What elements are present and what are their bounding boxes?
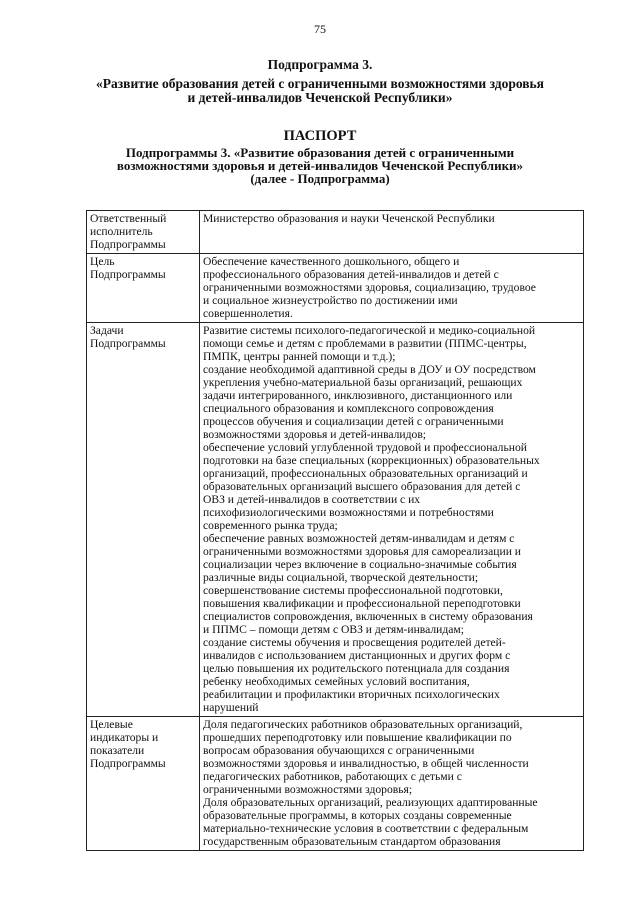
table-row xyxy=(87,323,584,717)
table-row xyxy=(87,254,584,323)
row-value-line: возможностями здоровья и детей-инвалидов; xyxy=(203,428,427,441)
row-value-line: образовательных организаций высшего образования для детей с xyxy=(203,480,521,493)
row-value-line: укрепления учебно-материальной базы организаций, решающих xyxy=(203,376,523,389)
passport-table-body xyxy=(87,211,584,851)
row-label-line: показатели xyxy=(90,744,145,757)
row-value-line: Министерство образования и науки Чеченской Республики xyxy=(203,212,495,225)
subprogram-name-line-1: «Развитие образования детей с ограниченными возможностями здоровья xyxy=(96,76,544,91)
row-value-line: реабилитации и профилактики вторичных психологических xyxy=(203,688,500,701)
row-label-line: Ответственный xyxy=(90,212,167,225)
row-label-cell xyxy=(87,323,200,717)
row-value-line: нарушений xyxy=(203,701,259,714)
row-value-line: подготовки на базе специальных (коррекционных) образовательных xyxy=(203,454,540,467)
row-value-line: вопросам образования обучающихся с ограниченными xyxy=(203,744,475,757)
subprogram-heading xyxy=(40,58,600,105)
row-value-cell xyxy=(200,717,584,851)
row-value-line: и социальное жизнеустройство по достижении ими xyxy=(203,294,458,307)
row-value-line: процессов обучения и социализации детей с ограниченными xyxy=(203,415,504,428)
row-value-line: целью повышения их родительского потенциала для создания xyxy=(203,662,510,675)
row-value-line: Доля педагогических работников образовательных организаций, xyxy=(203,718,523,731)
row-value-line: ребенку необходимых семейных условий воспитания, xyxy=(203,675,470,688)
row-value-line: Доля образовательных организаций, реализующих адаптированные xyxy=(203,796,538,809)
row-value-line: специалистов сопровождения, включенных в систему образования xyxy=(203,610,533,623)
row-value-line: прошедших переподготовку или повышение квалификации по xyxy=(203,731,512,744)
row-value-line: современного рынка труда; xyxy=(203,519,338,532)
row-label-line: индикаторы и xyxy=(90,731,159,744)
row-value-line: организаций, профессиональных образовательных организаций и xyxy=(203,467,528,480)
row-label-line: Цель xyxy=(90,255,115,268)
passport-subtitle-line: (далее - Подпрограмма) xyxy=(250,171,390,186)
row-value-line: материально-технические условия в соответствии с федеральным xyxy=(203,822,529,835)
passport-subtitle-line: Подпрограммы 3. «Развитие образования детей с ограниченными xyxy=(125,145,515,160)
row-value-line: инвалидов с использованием дистанционных и других форм с xyxy=(203,649,511,662)
subprogram-name-line-2: и детей-инвалидов Чеченской Республики» xyxy=(187,90,453,105)
row-label-line: Подпрограммы xyxy=(90,268,166,281)
row-value-line: обеспечение равных возможностей детям-инвалидам и детям с xyxy=(203,532,515,545)
row-label-line: Подпрограммы xyxy=(90,238,166,251)
row-value-line: совершеннолетия. xyxy=(203,307,293,320)
row-value-line: помощи семье и детям с проблемами в развитии (ППМС-центры, xyxy=(203,337,527,350)
subprogram-title: Подпрограмма 3. xyxy=(267,57,373,72)
row-value-line: задачи интегрированного, инклюзивного, дистанционного или xyxy=(203,389,513,402)
row-value-line: создание системы обучения и просвещения родителей детей- xyxy=(203,636,506,649)
passport-title: ПАСПОРТ xyxy=(283,128,357,144)
row-value-line: психофизиологическими возможностями и потребностями xyxy=(203,506,494,519)
row-value-line: повышения квалификации и профессиональной переподготовки xyxy=(203,597,521,610)
row-value-line: Развитие системы психолого-педагогической и медико-социальной xyxy=(203,324,536,337)
passport-subtitle-line: возможностями здоровья и детей-инвалидов Чеченской Республики» xyxy=(116,158,524,173)
table-row xyxy=(87,211,584,254)
row-value-line: возможностями здоровья и инвалидностью, в общей численности xyxy=(203,757,529,770)
passport-subtitle xyxy=(70,146,570,185)
passport-table xyxy=(86,210,584,851)
row-label-cell xyxy=(87,254,200,323)
row-value-line: различные виды социальной, творческой деятельности; xyxy=(203,571,479,584)
row-label-cell xyxy=(87,717,200,851)
row-value-cell xyxy=(200,323,584,717)
row-value-cell xyxy=(200,254,584,323)
row-value-line: Обеспечение качественного дошкольного, общего и xyxy=(203,255,460,268)
row-value-line: специального образования и комплексного сопровождения xyxy=(203,402,494,415)
table-row xyxy=(87,717,584,851)
row-value-line: обеспечение условий углубленной трудовой и профессиональной xyxy=(203,441,527,454)
row-value-line: ограниченными возможностями здоровья, социализацию, трудовое xyxy=(203,281,536,294)
row-value-line: государственным образовательным стандартом образования xyxy=(203,835,501,848)
row-value-line: ограниченными возможностями здоровья; xyxy=(203,783,413,796)
row-label-line: Подпрограммы xyxy=(90,337,166,350)
row-value-line: совершенствование системы профессиональной подготовки, xyxy=(203,584,503,597)
row-value-line: ограниченными возможностями здоровья для самореализации и xyxy=(203,545,522,558)
row-value-line: ОВЗ и детей-инвалидов в соответствии с их xyxy=(203,493,421,506)
page-number: 75 xyxy=(314,22,326,36)
row-label-line: исполнитель xyxy=(90,225,153,238)
row-value-cell xyxy=(200,211,584,254)
row-label-cell xyxy=(87,211,200,254)
row-label-line: Подпрограммы xyxy=(90,757,166,770)
row-value-line: создание необходимой адаптивной среды в ДОУ и ОУ посредством xyxy=(203,363,536,376)
row-value-line: социализации через включение в социально-значимые события xyxy=(203,558,517,571)
row-value-line: профессионального образования детей-инвалидов и детей с xyxy=(203,268,499,281)
row-label-line: Задачи xyxy=(90,324,124,337)
row-value-line: педагогических работников, работающих с детьми с xyxy=(203,770,462,783)
row-value-line: образовательные программы, в которых созданы современные xyxy=(203,809,512,822)
row-value-line: и ППМС – помощи детям с ОВЗ и детям-инвалидам; xyxy=(203,623,464,636)
row-label-line: Целевые xyxy=(90,718,133,731)
row-value-line: ПМПК, центры ранней помощи и т.д.); xyxy=(203,350,396,363)
